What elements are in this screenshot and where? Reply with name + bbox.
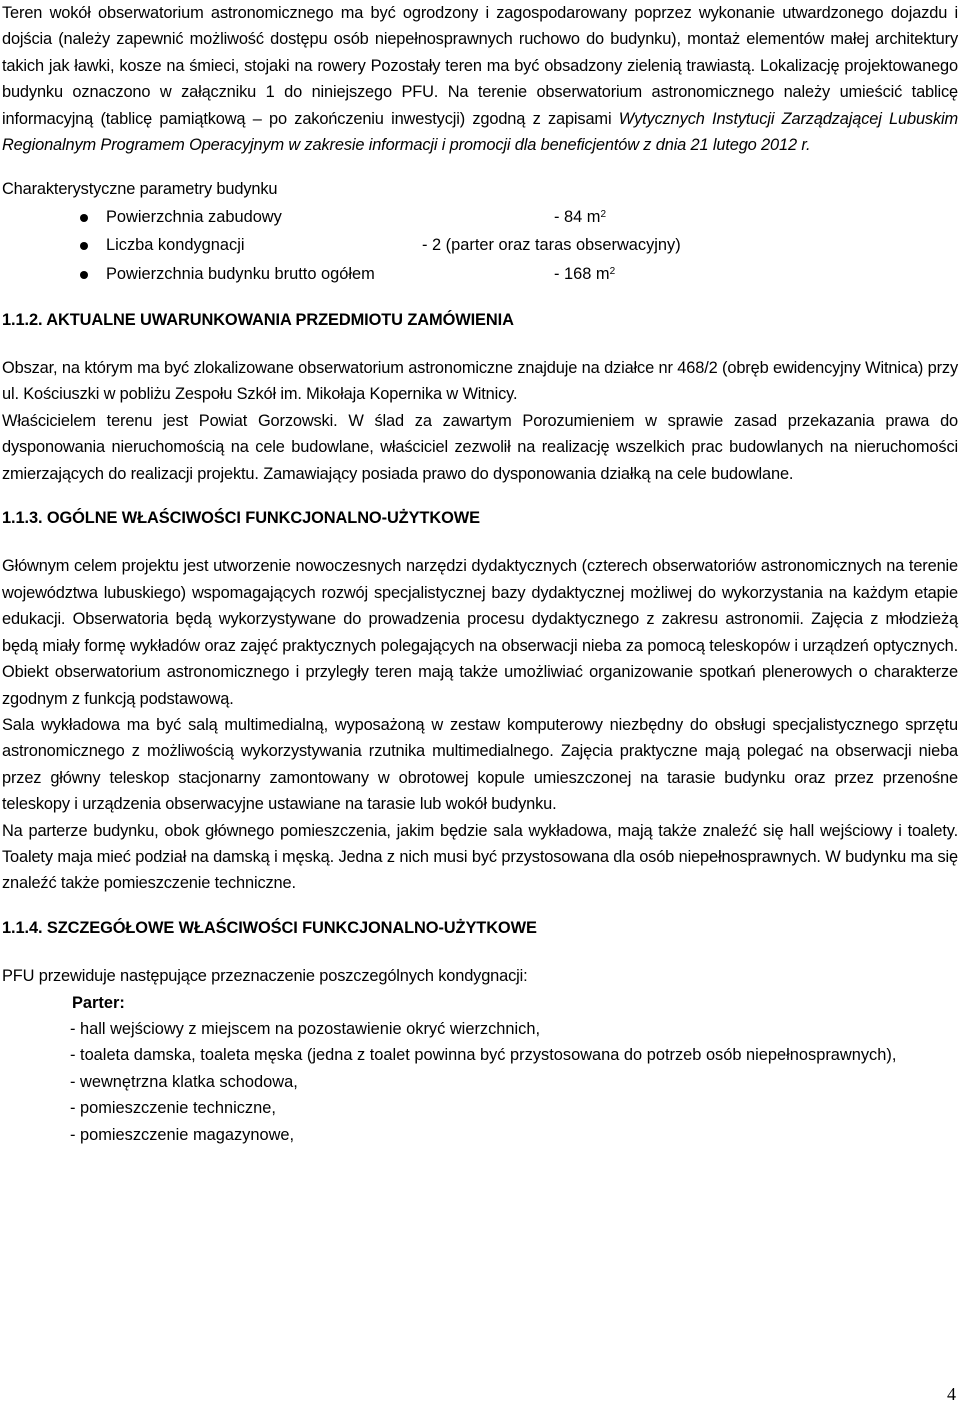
parameters-list: [2, 203, 958, 289]
parameter-value: - 84 $m^2$: [554, 207, 607, 226]
intro-text: Teren wokół obserwatorium astronomicznego ma być ogrodzony i zagospodarowany poprzez wykonanie utwardzonego dojazdu i dojścia (należy zapewnić możliwość dostępu osób niepełnosprawnych ruchowo do budynku), montaż elementów małej architektury takich jak ławki, kosze na śmieci, stojaki na rowery Pozostały teren ma być obsadzony zielenią trawiastą. Lokalizację projektowanego budynku oznaczono w załączniku 1 do niniejszego PFU. Na terenie obserwatorium astronomicznego należy umieścić tablicę informacyjną (tablicę pamiątkową – po zakończeniu inwestycji) zgodną z zapisami: [2, 4, 958, 128]
parameter-name: Powierzchnia budynku brutto ogółem: [106, 265, 375, 284]
section-113-paragraph-2: Sala wykładowa ma być salą multimedialną, wyposażoną w zestaw komputerowy niezbędny do obsługi specjalistycznego sprzętu astronomicznego z możliwością wykorzystywania rzutnika multimedialnego. Zajęcia praktyczne mają polegać na obserwacji nieba przez główny teleskop stacjonarny zamontowany w obrotowej kopule umieszczonej na tarasie budynku oraz przez przenośne teleskopy i urządzenia obserwacyjne ustawiane na tarasie lub wokół budynku.: [2, 715, 958, 814]
intro-italic-reference: Wytycznych Instytucji Zarządzającej Lubuskim Regionalnym Programem Operacyjnym w zakresie informacji i promocji dla beneficjentów z dnia 21 lutego 2012 r.: [2, 109, 959, 155]
floor-label-parter: Parter:: [72, 993, 125, 1012]
parameter-name: Liczba kondygnacji: [106, 236, 245, 255]
parameter-name: Powierzchnia zabudowy: [106, 207, 282, 226]
list-item: - hall wejściowy z miejscem na pozostawienie okryć wierzchnich,: [70, 1019, 541, 1038]
parameters-heading: Charakterystyczne parametry budynku: [2, 180, 278, 199]
section-112-paragraph-1: Obszar, na którym ma być zlokalizowane obserwatorium astronomiczne znajduje na działce nr 468/2 (obręb ewidencyjny Witnica) przy ul. Kościuszki w pobliżu Zespołu Szkół im. Mikołaja Kopernika w Witnicy.: [2, 359, 958, 404]
parameter-item: [2, 231, 958, 260]
parameter-item: [2, 260, 958, 289]
list-item: - pomieszczenie magazynowe,: [70, 1125, 295, 1144]
list-item: - toaleta damska, toaleta męska (jedna z toalet powinna być przystosowana do potrzeb osób niepełnosprawnych),: [70, 1046, 897, 1065]
section-114-intro: PFU przewiduje następujące przeznaczenie poszczególnych kondygnacji:: [2, 967, 528, 986]
intro-paragraph: [2, 0, 958, 158]
section-113-paragraph-1: Głównym celem projektu jest utworzenie nowoczesnych narzędzi dydaktycznych (czterech obserwatoriów astronomicznych na terenie województwa lubuskiego) wspomagających rozwój specjalistycznej bazy dydaktycznej możliwej do wykorzystania na każdym etapie edukacji. Obserwatoria będą wykorzystywane do prowadzenia procesu dydaktycznego z zakresu astronomii. Zajęcia z młodzieżą będą miały formę wykładów oraz zajęć praktycznych polegających na obserwacji nieba za pomocą teleskopów i urządzeń optycznych. Obiekt obserwatorium astronomicznego i przyległy teren mają także umożliwiać organizowanie spotkań plenerowych o charakterze zgodnym z funkcją podstawową.: [2, 557, 958, 708]
section-heading-112: 1.1.2. AKTUALNE UWARUNKOWANIA PRZEDMIOTU ZAMÓWIENIA: [2, 310, 514, 329]
section-heading-114: 1.1.4. SZCZEGÓŁOWE WŁAŚCIWOŚCI FUNKCJONALNO-UŻYTKOWE: [2, 918, 537, 937]
section-113-paragraph-3: Na parterze budynku, obok głównego pomieszczenia, jakim będzie sala wykładowa, mają także znaleźć się hall wejściowy i toalety. Toalety maja mieć podział na damską i męską. Jedna z nich musi być przystosowana dla osób niepełnosprawnych. W budynku ma się znaleźć także pomieszczenie techniczne.: [2, 821, 958, 893]
parameter-item: [2, 203, 958, 232]
section-heading-113: 1.1.3. OGÓLNE WŁAŚCIWOŚCI FUNKCJONALNO-UŻYTKOWE: [2, 509, 480, 528]
parameter-value: - 2 (parter oraz taras obserwacyjny): [422, 236, 681, 255]
list-item: - pomieszczenie techniczne,: [70, 1099, 276, 1118]
page-number: 4: [947, 1384, 956, 1404]
parameter-value: - 168 $m^2$: [554, 265, 616, 284]
section-112-paragraph-2: Właścicielem terenu jest Powiat Gorzowski. W ślad za zawartym Porozumieniem w sprawie zasad przekazania prawa do dysponowania nieruchomością na cele budowlane, właściciel zezwolił na realizację wszelkich prac budowlanych na nieruchomości zmierzających do realizacji projektu. Zamawiający posiada prawo do dysponowania działką na cele budowlane.: [2, 411, 958, 483]
parter-rooms-list: [70, 1016, 958, 1148]
bullet-icon: [80, 242, 88, 250]
list-item: - wewnętrzna klatka schodowa,: [70, 1072, 298, 1091]
bullet-icon: [80, 271, 88, 279]
bullet-icon: [80, 214, 88, 222]
